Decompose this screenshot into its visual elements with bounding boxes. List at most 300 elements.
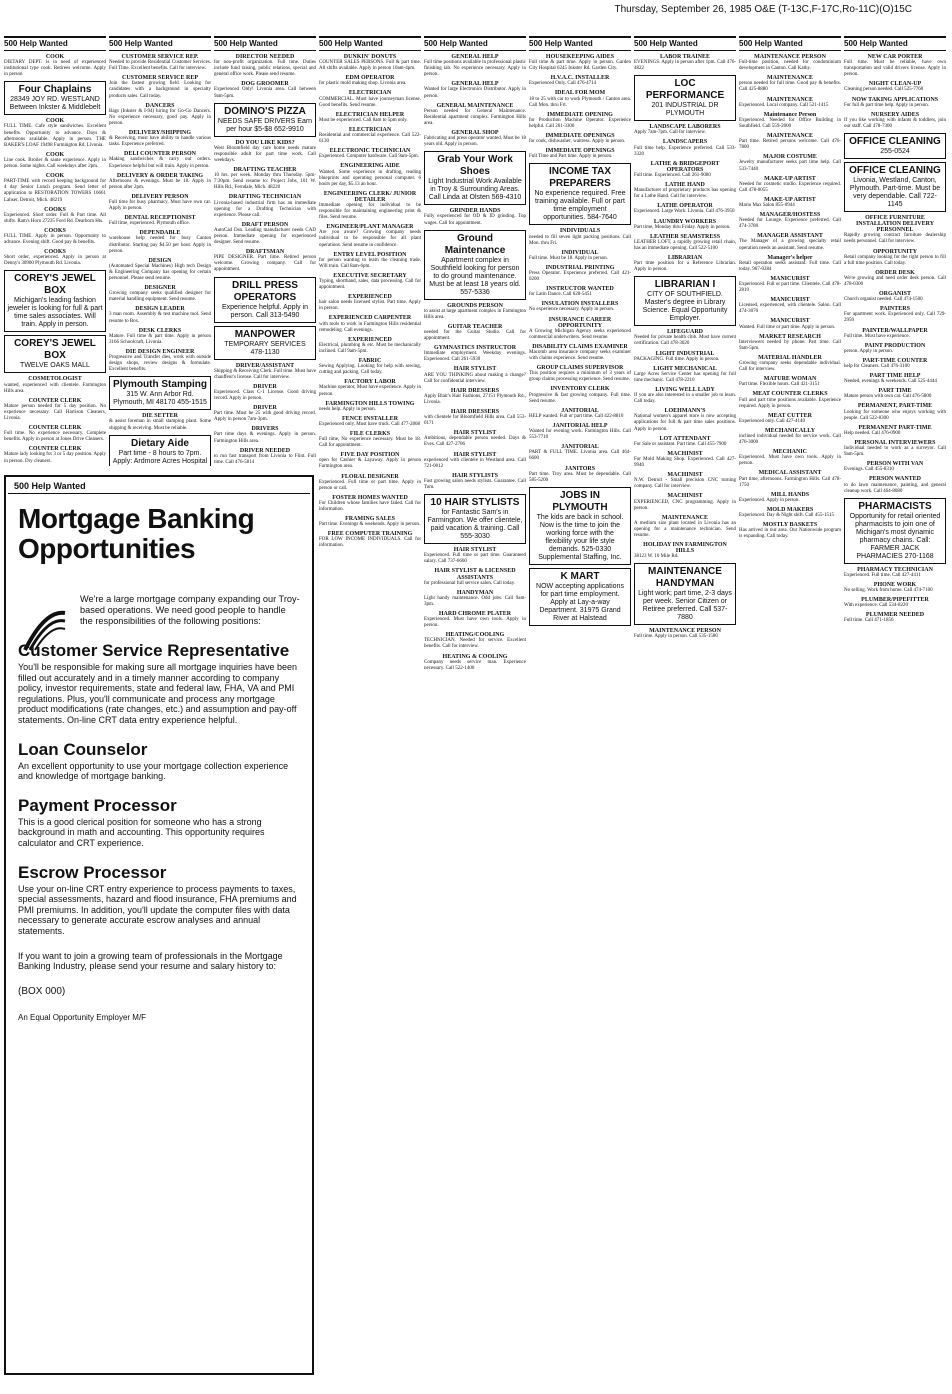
column-heading: 500 Help Wanted — [424, 36, 526, 51]
ad-body: experienced with clientele in Westland area. Call 721-0012 — [424, 457, 526, 469]
ad-title: GROUNDS PERSON — [447, 302, 503, 309]
classified-ad — [424, 388, 526, 406]
ad-body: Help needed. Call 476-0900 — [844, 430, 901, 436]
ad-body: Fully experienced for OD & ID grinding. Top wages. Call for appointment. — [424, 214, 526, 226]
classified-ad — [739, 176, 841, 194]
classified-ad — [844, 291, 946, 303]
ad-title: MACHINIST — [667, 493, 703, 500]
classified-ad — [109, 151, 211, 169]
classified-ad — [529, 466, 631, 484]
classified-ad — [634, 628, 736, 640]
classified-ad — [739, 391, 841, 409]
position-description: An excellent opportunity to use your mortgage collection experience and knowledge of mortgage banking. — [18, 760, 289, 782]
ad-body: Part time days & evenings. Apply in person. Farmington Hills area. — [214, 432, 316, 444]
ad-title: MAINTENANCE — [766, 133, 813, 140]
classified-ad — [424, 103, 526, 127]
classified-ad — [424, 473, 526, 491]
classified-ad — [529, 90, 631, 108]
ad-title: 10 HAIR STYLISTS — [430, 497, 520, 509]
column-heading: 500 Help Wanted — [4, 36, 106, 51]
classified-ad — [4, 54, 106, 78]
ad-title: DRAFT PERSON — [241, 221, 289, 228]
ad-body: Immediate employment. Weekday evenings. Experienced. Call 261-5930 — [424, 351, 526, 363]
classified-ad — [634, 234, 736, 252]
ad-body: FULL TIME. Cafe style sandwiches. Excellent benefits. Opportunity to advance. Days & afternoons available. Apply in person. THE BAKER'S LOAF 19498 Farmington Rd. Livonia. — [4, 124, 106, 148]
classified-ad — [109, 258, 211, 282]
ad-title: GUITAR TEACHER — [447, 323, 503, 330]
classified-ad — [424, 547, 526, 565]
ad-title: COUNTER CLERK — [28, 397, 82, 404]
ad-body: NOW accepting applications for part time employment. Apply at Lay-a-way Department. 31975 Grand River at Halstead — [536, 582, 624, 622]
ad-body: open for Cashier & Layaway. Apply in person Farmington area. — [319, 458, 421, 470]
classified-ad — [739, 470, 841, 488]
ad-body: Experienced. Full time or part time. Guaranteed salary. Call 737-6660 — [424, 553, 526, 565]
classified-ad — [424, 632, 526, 650]
ad-title: OFFICE FURNITURE INSTALLATION DELIVERY PERSONNEL — [855, 215, 935, 234]
ad-body: Mature. Full time & part time. Apply in person 3166 Schoolcraft, Livonia. — [109, 333, 211, 345]
ad-body: No selling. Work from home. Call 474-7100 — [844, 587, 933, 593]
classified-ad — [529, 148, 631, 160]
classified-ad — [529, 444, 631, 462]
classified-ad — [319, 337, 421, 355]
ad-title: CUSTOMER SERVICE REP. — [121, 54, 199, 60]
ad-title: NURSERY AIDES — [870, 111, 920, 118]
ad-title: GYMNASTICS INSTRUCTOR — [433, 345, 517, 352]
classified-ad — [319, 431, 421, 449]
ad-body: Company needs service man. Experience necessary. Call 522-1400 — [424, 659, 526, 671]
ad-body: If you are also interested in a smaller job to learn. Call today. — [634, 393, 736, 405]
ad-body: for Fantastic Sam's in Farmington. We offer clientele, paid vacation & training. Call 555-3030 — [427, 509, 523, 541]
classified-ad — [109, 285, 211, 303]
ad-body: Mature lady looking for 3 or 5 day position. Apply in person. Dry cleaners. — [4, 452, 106, 464]
ad-body: for Latin Dance. Call 628-5451 — [529, 292, 592, 298]
ad-body: Growing company seeks qualified designer for material handling equipment. Send resume. — [109, 291, 211, 303]
ad-title: PERSONAL INTERVIEWERS — [854, 439, 936, 446]
ad-body: Full time. Apply in person. Call 535-1580 — [634, 634, 718, 640]
ad-body: No experience required. Free training available. Full or part time employment opportunities. 584-7640 — [534, 190, 626, 222]
ad-body: EXPERIENCED, CNC programming. Apply in person. — [634, 499, 736, 511]
ad-body: Fabricating and press operator wanted. Must be 18 years old. Apply in person. — [424, 136, 526, 148]
ad-body: 255-0524 — [880, 148, 910, 156]
ad-body: For apartment work. Experienced only. Call 729-2950 — [844, 312, 946, 324]
ad-title: LIFEGUARD — [666, 329, 703, 336]
classified-ad — [739, 334, 841, 352]
ad-body: 18 to 25 with car to work Plymouth / Canton area. Call Mon. thru Fri. — [529, 96, 631, 108]
ad-body: Mature person needed for 5 day position. No experience necessary. Call Harrison Cleaners, Livonia. — [4, 403, 106, 421]
ad-title: PLUMMER NEEDED — [865, 612, 925, 619]
classified-ad — [424, 366, 526, 384]
classified-ad — [529, 423, 631, 441]
ad-title: LOEHMANN'S — [664, 408, 706, 415]
ad-title: DELIVERY/SHIPPING — [128, 130, 192, 137]
classified-column — [739, 36, 841, 1376]
classified-ad — [4, 249, 106, 267]
classified-ad — [424, 81, 526, 99]
classified-ad — [844, 343, 946, 355]
ad-body: to do lawn maintenance, painting, and general cleanup work. Call 464-8080 — [844, 482, 946, 494]
ad-title: FILE CLERKS — [349, 430, 391, 437]
classified-ad — [424, 611, 526, 629]
classified-ad — [214, 103, 316, 137]
classified-ad — [214, 249, 316, 273]
ad-title: OPPORTUNITY — [872, 248, 918, 255]
ad-body: Opportunity for retail oriented pharmacists to join one of Michigan's most dynamic pharmacy chains. Call: FARMER JACK PHARMACIES 270-1168 — [849, 512, 941, 560]
ad-title: GENERAL SHOP — [451, 130, 499, 137]
classified-ad — [634, 203, 736, 215]
ad-body: Has arrived in our area. Our Nationwide program is expanding. Call today. — [739, 528, 841, 540]
ad-body: Part time, afternoons. Farmington Hills. Call 478-1750 — [739, 476, 841, 488]
classified-ad — [319, 315, 421, 333]
classified-ad — [634, 563, 736, 625]
ad-body: person needed for full time. Good pay & benefits. Call 425-8880 — [739, 81, 841, 93]
ad-title: HANDYMAN — [456, 589, 494, 596]
ad-title: MILL HANDS — [770, 491, 810, 498]
classified-ad — [424, 409, 526, 427]
classified-ad — [319, 416, 421, 428]
ad-title: Plymouth Stamping — [113, 379, 207, 391]
ad-body: CITY OF SOUTHFIELD. Master's degree in Library Science. Equal Opportunity Employer. — [642, 291, 728, 323]
ad-title: PLUMBER/PIPEFITTER — [861, 597, 929, 604]
classified-ad — [844, 403, 946, 421]
ad-body: Full time help. Experience preferred. Call 533-3320 — [634, 145, 736, 157]
classified-ad — [634, 255, 736, 273]
ad-body: Full time, experienced. Plymouth office. — [109, 221, 190, 227]
ad-body: Experienced. Local company. Call 521-1415 — [739, 102, 829, 108]
classified-ad — [214, 384, 316, 402]
classified-ad — [634, 472, 736, 490]
classified-ad — [739, 297, 841, 315]
ad-title: FREE COMPUTER TRAINING — [327, 531, 413, 538]
mortgage-ad-title: Mortgage Banking Opportunities — [18, 503, 255, 564]
classified-ad — [529, 265, 631, 283]
classified-ad — [319, 452, 421, 470]
ad-title: PART-TIME COUNTER — [862, 357, 928, 364]
ad-title: GROUP CLAIMS SUPERVISOR — [536, 365, 624, 372]
classified-ad — [214, 326, 316, 360]
classified-ad — [424, 324, 526, 342]
ad-body: Part time. Flexible hours. Call 421-3151 — [739, 382, 820, 388]
ad-body: Full time. Must have experience. — [844, 333, 910, 339]
classified-ad — [739, 54, 841, 72]
ad-body: Apartment complex in Southfield looking for person to do ground maintenance. Must be at least 18 years old. 557-5336 — [429, 256, 521, 296]
classified-ad — [634, 54, 736, 72]
classified-ad — [844, 388, 946, 400]
ad-title: DELIVERY & ORDER TAKING — [116, 172, 204, 179]
ad-body: Licensed, experienced, with clientele. Salon. Call 474-3070 — [739, 303, 841, 315]
ad-body: Macomb area insurance company seeks examiner with claims experience. Send resume. — [529, 350, 631, 362]
classified-ad — [109, 435, 211, 466]
ad-title: ELECTRICIAN — [348, 90, 392, 97]
ad-title: MAKE-UP ARTIST — [764, 175, 816, 182]
ad-title: DRIVER — [253, 405, 277, 412]
ad-body: Mature person with own car. Call 476-5800 — [844, 394, 932, 400]
ad-title: Ground Maintenance — [444, 232, 506, 256]
ad-body: Interviewers needed by phone. Part time. Call 9am-5pm. — [739, 339, 841, 351]
classified-ad — [634, 351, 736, 363]
ad-body: Full time. Must be 18. Apply in person. — [529, 255, 608, 261]
ad-body: Short order, experienced. Apply in person at Denny's 30900 Plymouth Rd. Livonia. — [4, 255, 106, 267]
classified-ad — [529, 163, 631, 225]
classified-ad — [739, 154, 841, 172]
classified-ad — [319, 495, 421, 513]
ad-title: DANCERS — [145, 102, 175, 109]
ad-body: Needed to provide Residential Customer Services. Full Time. Excellent benefits. Call for interview. — [109, 60, 211, 72]
ad-title: ELECTRICIAN — [348, 126, 392, 133]
ad-title: HAIR STYLIST — [453, 430, 497, 437]
ad-body: Livonia, Westland, Canton, Plymouth. Part-time. Must be very dependable. Call 722-1145 — [849, 177, 941, 209]
ad-body: Person needed for General Maintenance. Residential apartment complex. Farmington Hills area. — [424, 108, 526, 126]
ad-title: COOK — [45, 151, 65, 158]
ad-title: MATERIAL HANDLER — [758, 354, 822, 361]
ad-body: for plastic mold making shop. Livonia area. — [319, 81, 407, 87]
ad-body: Jewelry manufacturer seeks part time help. Call 533-7440 — [739, 160, 841, 172]
ad-body: Progressive & fast growing company. Full time. Send resume. — [529, 392, 631, 404]
ad-body: 10 hrs. per week. Monday thru Thursday. 5pm-7:30pm. Send resume to: Project Jobs, 101 W. Hills Rd., Ferndale, Mich. 48220 — [214, 173, 316, 191]
ad-body: Experienced. Needed for Office Building in Southfield. Call 559-2000 — [739, 117, 841, 129]
ad-body: PACKAGING. Full time. Apply in person. — [634, 356, 720, 362]
ad-title: INDUSTRIAL PRINTING — [545, 264, 615, 271]
classified-ad — [844, 582, 946, 594]
ad-body: Experienced. Must have own tools. Apply in person. — [424, 617, 526, 629]
ad-body: Full-time position, needed for condominium development in Canton. Call Kathy. — [739, 60, 841, 72]
ad-title: Four Chaplains — [18, 84, 92, 96]
ad-body: (Automated Special Machines) High tech Design & Engineering Company has opening for certain personnel. Please send resume. — [109, 263, 211, 281]
ad-body: Part time. Must be 25 with good driving record. Apply in person 7am-3pm. — [214, 411, 316, 423]
mortgage-section-label: 500 Help Wanted — [8, 479, 310, 494]
ad-body: to assist at large apartment complex in Farmington Hills area. — [424, 308, 526, 320]
ad-body: person. Apply in person. — [844, 348, 894, 354]
ad-title: HOLIDAY INN FARMINGTON HILLS — [643, 542, 727, 555]
ad-title: DIRECTOR NEEDED — [235, 54, 295, 60]
ad-body: Evenings. Call 455-8310 — [844, 467, 894, 473]
ad-body: PIPE DESIGNER. Part time. Retired person welcome. Growing company. Call for appointment. — [214, 255, 316, 273]
ad-title: LIGHT MECHANICAL — [653, 365, 717, 372]
position-title: Loan Counselor — [18, 739, 148, 759]
classified-ad — [739, 75, 841, 93]
ad-body: Manufacturer of proprietary products has opening for a Lathe Hand. Call for interview. — [634, 188, 736, 200]
classified-ad — [529, 112, 631, 130]
ad-body: Church organist needed. Call 474-1500 — [844, 297, 923, 303]
position-description: This is a good clerical position for someone who has a strong background in math and accounting. This opportunity requires calculator and CRT experience. — [18, 816, 265, 848]
ad-title: DELI COUNTER PERSON — [123, 151, 196, 158]
eeo-statement: An Equal Opportunity Employer M/F — [18, 1012, 147, 1022]
ad-title: FIVE DAY POSITION — [340, 452, 400, 459]
swirl-logo-icon — [20, 605, 70, 655]
ad-title: COOKS — [44, 227, 66, 234]
ad-body: Sewing Applying. Looking for help with sewing, cutting and packing. Call today. — [319, 364, 421, 376]
position-description: You'll be responsible for making sure all mortgage inquiries have been filled out accurately and in a timely manner according to company policy, investor requirements, state and federal law, FHA, VA and PMI regulations. Plus, you'll communicate and process any mortgage product modifications (rate changes, etc.) and assumption and pay-off statements. On-line CRT data entry experience helpful. — [18, 662, 298, 725]
classified-ad — [634, 366, 736, 384]
ad-title: EXPERIENCED — [348, 336, 392, 343]
classified-ad — [214, 222, 316, 246]
ad-body: & Receiving, must have ability to handle various tasks. Experience preferred. — [109, 136, 211, 148]
column-heading: 500 Help Wanted — [739, 36, 841, 51]
classified-ad — [844, 597, 946, 609]
ad-body: TEMPORARY SERVICES 478-1130 — [224, 340, 306, 356]
ad-body: This position requires a minimum of 3 years of group claims processing experience. Send resume. — [529, 371, 631, 383]
classified-ad — [529, 250, 631, 262]
classified-ad — [634, 451, 736, 469]
classified-ad — [319, 252, 421, 270]
ad-title: ENGINEERING CLERK/ JUNIOR DETAILER — [323, 190, 417, 203]
ad-body: Experienced. Class C-1 License. Good driving record. Apply in person. — [214, 389, 316, 401]
classified-column — [214, 36, 316, 466]
classified-ad — [739, 212, 841, 230]
classified-ad — [634, 387, 736, 405]
ad-body: No experience necessary. Apply in person. — [529, 307, 615, 313]
classified-ad — [844, 270, 946, 288]
classified-ad — [634, 219, 736, 231]
ad-body: Wanted. Some experience in drafting, reading blueprints and operating personal computer. 6 hours per day, $5.13 an hour. — [319, 169, 421, 187]
classified-ad — [424, 230, 526, 300]
ad-body: Must be experienced. Call 8am to 5pm only. — [319, 117, 408, 123]
classified-ad — [109, 413, 211, 431]
ad-body: Ambitious, dependable person needed. Days & Eves. Call 427-2706 — [424, 436, 526, 448]
classified-ad — [739, 276, 841, 294]
ad-title: MANICURIST — [770, 275, 810, 282]
classified-ad — [109, 349, 211, 373]
classified-ad — [4, 335, 106, 373]
classified-column — [424, 36, 526, 1376]
classified-ad — [214, 140, 316, 164]
ad-title: PHARMACY TECHNICIAN — [857, 566, 933, 573]
ad-body: Full time. No experience necessary. Complete benefits. Apply in person at Jones Drive Cleaners. — [4, 431, 106, 443]
ad-title: LIVING WELL LADY — [655, 387, 715, 393]
classified-ad — [739, 376, 841, 388]
ad-body: If you like working with infants & toddlers, join our staff. Call 478-7300 — [844, 117, 946, 129]
ad-title: IMMEDIATE OPENINGS — [545, 148, 615, 155]
classified-ad — [109, 173, 211, 191]
classified-ad — [844, 461, 946, 473]
ad-body: Needed for Lounge. Experience preferred. Call 474-3780 — [739, 218, 841, 230]
classified-ad — [844, 612, 946, 624]
ad-body: Are you aware? Growing company needs individual to be responsible for all plant operations. Send resume in confidence. — [319, 230, 421, 248]
ad-title: COUNTER CLERK — [28, 425, 82, 432]
ad-body: inclined individual needed for service work. Call 476-3000 — [739, 433, 841, 446]
ad-body: Retail company looking for the right person to fill a full time position. Call today. — [844, 254, 946, 266]
classified-ad — [424, 568, 526, 586]
classified-ad — [424, 452, 526, 470]
ad-title: PAINTER/WALLPAPER — [862, 327, 928, 334]
classified-ad — [844, 498, 946, 564]
ad-title: HOUSEKEEPING AIDES — [545, 54, 615, 60]
classified-ad — [844, 162, 946, 212]
ad-body: & assist foreman in small stamping plant. Some shipping & receiving. Must be reliable. — [109, 419, 211, 431]
classified-ad — [634, 276, 736, 326]
ad-title: OFFICE CLEANING — [849, 136, 941, 148]
classified-ad — [319, 379, 421, 397]
ad-title: DRILL PRESS OPERATORS — [232, 279, 298, 303]
classified-ad — [844, 306, 946, 324]
ad-body: A medium size plant located in Livonia has an opening for a maintenance technician. Send resume. — [634, 520, 736, 538]
classified-ad — [634, 329, 736, 347]
classified-ad — [319, 112, 421, 124]
ad-body: Typing, shorthand, sales, data processing. Call for appointment. — [319, 279, 421, 291]
ad-body: Immediate opening for individual to be responsible for maintaining engineering print & files. Send resume. — [319, 202, 421, 221]
classified-ad — [319, 54, 421, 72]
ad-body: We're growing and need order desk person. Call 478-0300 — [844, 275, 946, 287]
ad-body: Part time - 8 hours to 7pm. Apply: Ardmore Acres Hospital — [112, 449, 208, 465]
ad-title: HAIR STYLIST — [453, 451, 497, 458]
ad-body: Part time. Retired persons welcome. Call 476-7800 — [739, 139, 841, 151]
ad-title: DELIVERY PERSON — [131, 193, 189, 200]
classified-ad — [529, 386, 631, 404]
classified-ad — [529, 301, 631, 313]
classified-ad — [844, 133, 946, 159]
ad-title: COREY'S JEWEL BOX — [14, 338, 96, 362]
ad-title: FABRIC — [358, 358, 382, 365]
ad-body: ARE YOU THINKING about making a change? Call for confidential interview. — [424, 372, 526, 384]
ad-body: Light handy maintenance. Odd jobs. Call 9am-3pm. — [424, 595, 526, 607]
ad-title: PERMANENT PART-TIME — [858, 424, 932, 431]
classified-ad — [739, 318, 841, 330]
ad-title: DO YOU LIKE KIDS? — [235, 139, 295, 146]
ad-title: JOBS IN PLYMOUTH — [552, 489, 608, 513]
ad-body: Bags (Inkster & I-94) hiring for Go-Go Dancers. No experience necessary, good pay. Apply in person. — [109, 108, 211, 126]
classified-ad — [529, 317, 631, 341]
ad-body: HELP wanted. Full or part time. Call 422-8810 — [529, 413, 624, 419]
classified-ad — [634, 408, 736, 432]
ad-title: LANDSCAPERS — [662, 139, 708, 146]
ad-body: 38123 W. 10 Mile Rd. — [634, 554, 679, 560]
classified-ad — [424, 151, 526, 205]
ad-title: MAINTENANCE HANDYMAN — [648, 566, 722, 590]
ad-body: Full time, No experience necessary. Must be 18. Call for appointment. — [319, 437, 421, 449]
ad-body: Full Time and Part time. Apply in person. — [529, 154, 613, 160]
position-title: Payment Processor — [18, 795, 177, 815]
ad-title: HEATING/COOLING — [445, 632, 505, 639]
ad-title: DIE DESIGN ENGINEER — [125, 348, 195, 355]
classified-ad — [634, 542, 736, 560]
ad-title: MARKET RESEARCH — [759, 333, 821, 340]
ad-title: LOC PERFORMANCE — [645, 78, 725, 102]
ad-body: A Growing Michigan Agency seeks experienced commercial underwriters. Send resume. — [529, 328, 631, 340]
ad-title: MAINTENANCE — [661, 514, 708, 521]
ad-title: FACTORY LABOR — [344, 379, 396, 386]
ad-body: TWELVE OAKS MALL — [20, 362, 90, 370]
classified-ad — [319, 163, 421, 187]
classified-ad — [214, 167, 316, 191]
ad-title: LIBRARIAN — [667, 254, 703, 261]
ad-body: Needed for private health club. Must have current certification. Call 478-3020 — [634, 335, 736, 347]
classified-ad — [529, 75, 631, 87]
classified-ad — [739, 97, 841, 109]
classified-ad — [739, 522, 841, 540]
classified-ad — [319, 294, 421, 312]
ad-title: LAUNDRY WORKERS — [653, 218, 717, 225]
classified-ad — [4, 376, 106, 394]
ad-body: For Mold Making Shop. Experienced. Call 427-9940 — [634, 456, 736, 469]
ad-body: with tools to work in Farmington Hills residential remodeling. Call evenings. — [319, 321, 421, 333]
classified-ad — [634, 139, 736, 157]
ad-body: Needed for cosmetic studio. Experience required. Call 478-0055 — [739, 181, 841, 193]
classified-ad — [109, 230, 211, 254]
ad-body: Part time. Troy area. Must be dependable. Call 585-5200 — [529, 471, 631, 483]
ad-body: 315 W. Ann Arbor Rd. Plymouth, MI 48170 455-1515 — [113, 391, 207, 407]
ad-title: MANAGER/HOSTESS — [759, 212, 821, 219]
classified-ad — [634, 515, 736, 539]
classified-ad — [319, 148, 421, 160]
ad-title: ELECTRICIAN HELPER — [335, 111, 405, 118]
classified-ad — [4, 207, 106, 225]
classified-ad — [739, 255, 841, 273]
ad-title: LOT ATTENDANT — [659, 435, 711, 442]
ad-body: warehouse help needed for busy Canton distributor. Starting pay $4.50 per hour. Apply in person. — [109, 236, 211, 254]
classified-ad — [109, 328, 211, 346]
classified-ad — [109, 75, 211, 99]
classified-ad — [844, 249, 946, 267]
ad-title: MAINTENANCE — [766, 96, 813, 103]
